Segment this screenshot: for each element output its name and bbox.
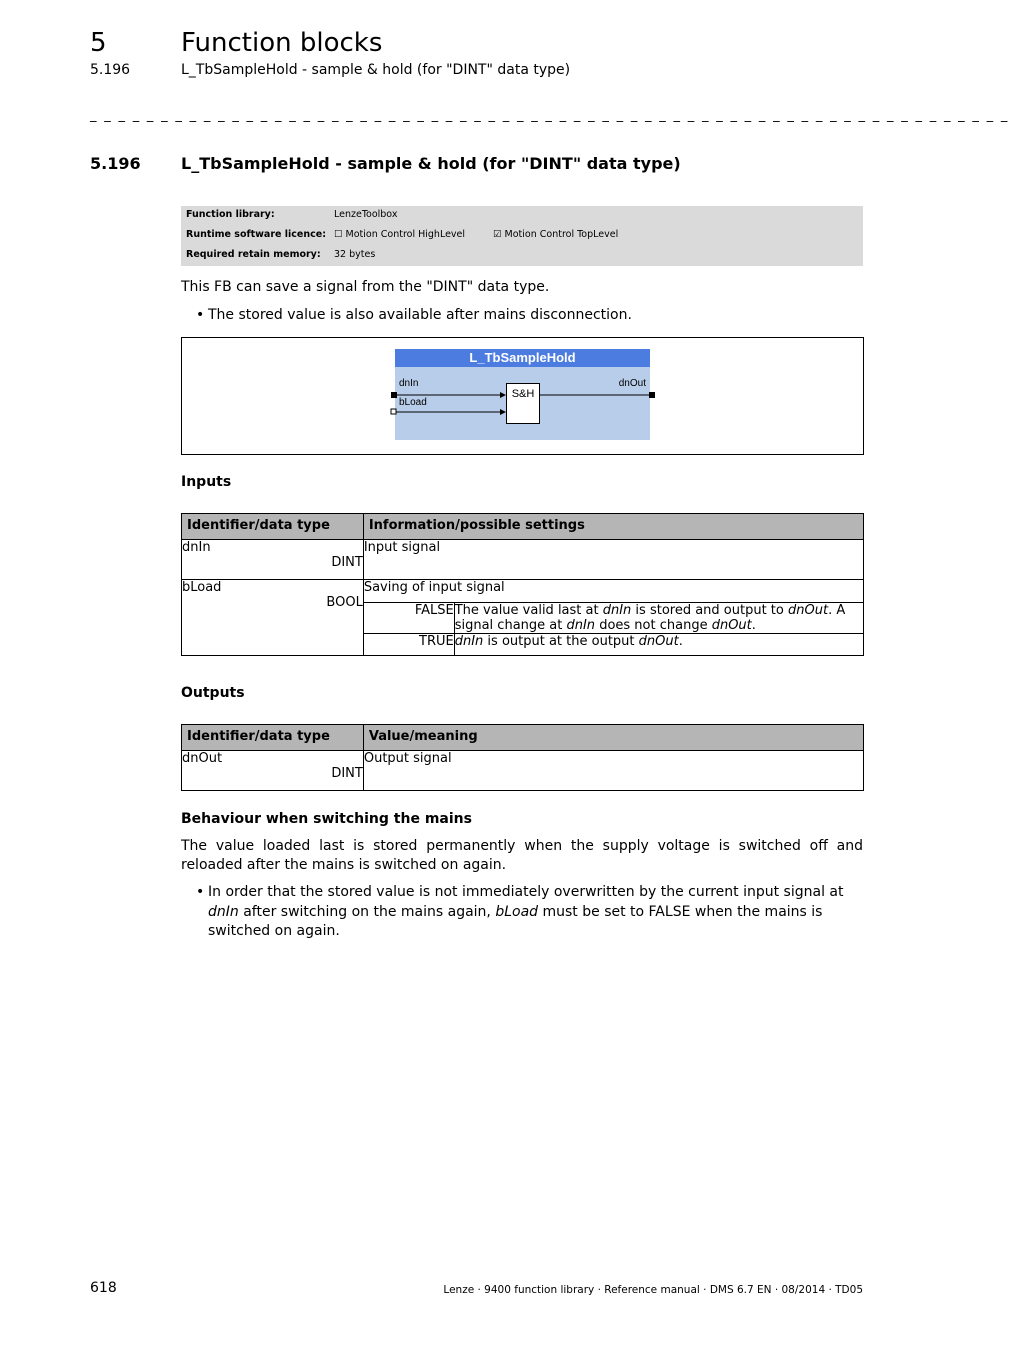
- outputs-col-identifier: Identifier/data type: [182, 725, 364, 751]
- behaviour-bullet: In order that the stored value is not immediately overwritten by the current input signal at dnIn after switching on the mains again, bLoad must be set to FALSE when the mains is switched on again.: [208, 884, 844, 939]
- output-port-dnout: [649, 392, 655, 398]
- dnout-info: Output signal: [363, 751, 863, 791]
- retain-label: Required retain memory:: [186, 249, 321, 260]
- identifier-name: dnOut: [182, 751, 223, 766]
- section-number: 5.196: [90, 154, 141, 173]
- library-info-box: [181, 206, 863, 266]
- bload-info: Saving of input signal: [363, 580, 863, 603]
- inputs-table: [181, 513, 864, 656]
- outputs-col-value: Value/meaning: [363, 725, 863, 751]
- behaviour-heading: Behaviour when switching the mains: [181, 811, 472, 827]
- identifier-type: DINT: [331, 555, 363, 570]
- chapter-title: Function blocks: [181, 28, 383, 58]
- retain-value: 32 bytes: [334, 249, 376, 260]
- inputs-heading: Inputs: [181, 474, 232, 490]
- input-label-dnin: dnIn: [399, 378, 419, 389]
- bullet-marker: •: [196, 884, 205, 900]
- running-section-number: 5.196: [90, 62, 131, 78]
- library-value: LenzeToolbox: [334, 209, 398, 220]
- true-description: dnIn is output at the output dnOut.: [454, 634, 863, 656]
- input-port-bload: [391, 409, 396, 414]
- header-separator: _ _ _ _ _ _ _ _ _ _ _ _ _ _ _ _ _ _ _ _ _ _ _ _ _ _ _ _ _ _ _ _ _ _ _ _ _ _ _ _ _ _ _ _ _ _ _ _ _ _ _ _ _ _ _ _ _ _ _ _ _ _ _ _ _: [90, 108, 1009, 123]
- input-port-dnin: [391, 392, 397, 398]
- outputs-heading: Outputs: [181, 685, 245, 701]
- fb-title: L_TbSampleHold: [395, 349, 650, 367]
- intro-bullet: The stored value is also available after mains disconnection.: [208, 307, 632, 323]
- fb-wiring: [182, 338, 863, 454]
- false-value: FALSE: [363, 603, 454, 634]
- bullet-marker: •: [196, 307, 205, 323]
- output-label-dnout: dnOut: [618, 378, 646, 389]
- inputs-col-info: Information/possible settings: [363, 514, 863, 540]
- page-number: 618: [90, 1280, 117, 1296]
- licence-option-toplevel: ☑ Motion Control TopLevel: [493, 229, 619, 240]
- library-label: Function library:: [186, 209, 275, 220]
- licence-option-highlevel: ☐ Motion Control HighLevel: [334, 229, 466, 240]
- identifier-type: BOOL: [326, 595, 363, 610]
- inputs-col-identifier: Identifier/data type: [182, 514, 364, 540]
- identifier-type: DINT: [331, 766, 363, 781]
- false-description: The value valid last at dnIn is stored and output to dnOut. A signal change at dnIn does not change dnOut.: [454, 603, 863, 634]
- document-info: Lenze · 9400 function library · Reference manual · DMS 6.7 EN · 08/2014 · TD05: [443, 1284, 863, 1296]
- identifier-name: bLoad: [182, 580, 222, 595]
- behaviour-text: The value loaded last is stored permanently when the supply voltage is switched off and reloaded after the mains is switched on again.: [181, 838, 863, 873]
- dnin-info: Input signal: [363, 540, 863, 580]
- table-row-dnout-identifier: [182, 751, 364, 791]
- sample-hold-block: S&H: [506, 383, 540, 424]
- section-title: L_TbSampleHold - sample & hold (for "DINT" data type): [181, 154, 681, 173]
- input-label-bload: bLoad: [399, 397, 427, 408]
- true-value: TRUE: [363, 634, 454, 656]
- table-row-bload-identifier: [182, 580, 364, 656]
- identifier-name: dnIn: [182, 540, 211, 555]
- chapter-number: 5: [90, 28, 107, 58]
- licence-label: Runtime software licence:: [186, 229, 326, 240]
- outputs-table: [181, 724, 864, 791]
- running-section-title: L_TbSampleHold - sample & hold (for "DINT" data type): [181, 62, 571, 78]
- intro-text: This FB can save a signal from the "DINT" data type.: [181, 279, 550, 295]
- table-row-dnin-identifier: [182, 540, 364, 580]
- fb-diagram-frame: [181, 337, 864, 455]
